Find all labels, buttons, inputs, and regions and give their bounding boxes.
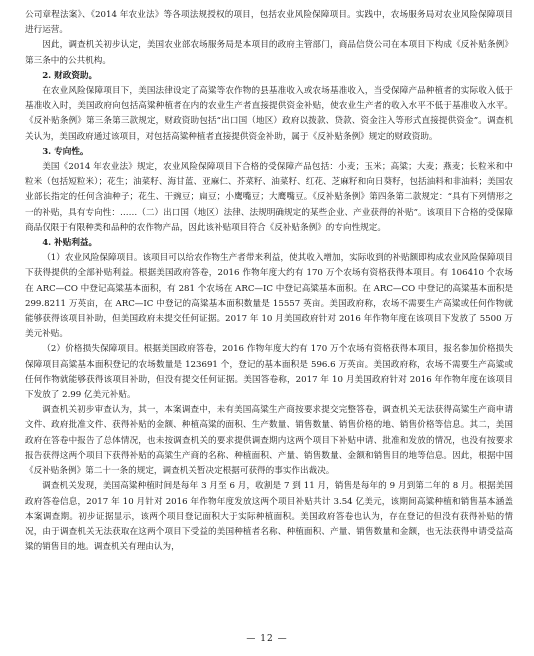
section-heading: 4. 补贴利益。 [42, 238, 98, 249]
paragraph: 调查机关初步审查认为，其一，本案调查中，未有美国高粱生产商按要求提交完整答卷，调查机关无法获得高粱生产商申请文件、政府批准文件、获得补贴的金额、种植高粱的面积、生产数量、销售数量、销售价格的地、销售价格等信息。其二，美国政府在答卷中报告了总体情况，也未按调查机关的要求提供调查期内这两个项目下补贴申请、批准和发放的情况，也没有按要求报告获得这两个项目下获得补贴的高粱生产商的名称、种植面积、产量、销售数量、金额和销售目的地等信息。因此，根据中国《反补贴条例》第二十一条的规定，调查机关暂决定根据可获得的事实作出裁决。 [25, 405, 513, 477]
paragraph: 公司章程法案》、《2014 年农业法》等各项法规授权的项目，包括农业风险保障项目。实践中，农场服务局对农业风险保障项目进行运营。 [25, 10, 513, 36]
paragraph: （1）农业风险保障项目。该项目可以给农作物生产者带来利益，使其收入增加，实际收到的补贴额即构成农业风险保障项目下获得提供的全部补贴利益。根据美国政府答卷，2016 作物年度大约有 170 万个农场有资格获得本项目。有 106410 个农场在 ARC—CO 中登记高粱基本面积，有 281 个农场在 ARC—IC 中登记高粱基本面积。在 ARC—CO 中登记的高粱基本面积是 299.8211 万英亩，在 ARC—IC 中登记的高粱基本面积数量是 15557 英亩。美国政府称，农场不需要生产高粱或任何作物就能够获得该项目补助，但美国政府未提交任何证据。2017 年 10 月美国政府针对 2016 年作物年度在该项目下发放了 5500 万美元补贴。 [25, 253, 513, 340]
paragraph: 调查机关发现，美国高粱种植时间是每年 3 月至 6 月，收割是 7 到 11 月，销售是每年的 9 月到第二年的 8 月。根据美国政府答卷信息，2017 年 10 月针对 2016 年作物年度发放这两个项目补贴共计 3.54 亿美元，该期间高粱种植和销售基本涵盖本案调查期。初步证据显示，该两个项目登记面积大于实际种植面积。美国政府答卷也认为，存在登记的但没有获得补贴的情况，由于调查机关无法获取在这两个项目下受益的美国种植者名称、种植面积、产量、销售数量和金额，也无法获得申请受益高粱的销售目的地。调查机关有理由认为， [25, 481, 513, 553]
paragraph: 美国《2014 年农业法》规定，农业风险保障项目下合格的受保障产品包括：小麦；玉米；高粱；大麦；燕麦；长粒米和中粒米（包括短粒米）；花生；油菜籽、海甘蓝、亚麻仁、芥菜籽、油菜籽、红花、芝麻籽和向日葵籽，包括油料和非油料；美国农业部长指定的任何含油种子；花生、干豌豆；扁豆；小鹰嘴豆；大鹰嘴豆。《反补贴条例》第四条第二款规定：“具有下列情形之一的补贴，具有专向性：……（二）出口国（地区）法律、法规明确规定的某些企业、产业获得的补贴”。该项目下合格的受保障商品仅限于有限种类和品种的农作物产品，因此该补贴项目符合《反补贴条例》的专向性规定。 [25, 162, 513, 233]
paragraph: 因此，调查机关初步认定，美国农业部农场服务局是本项目的政府主管部门，商品信贷公司在本项目下构成《反补贴条例》第三条中的公共机构。 [25, 40, 513, 66]
page-number: — 12 — [246, 634, 288, 644]
paragraph: （2）价格损失保障项目。根据美国政府答卷，2016 作物年度大约有 170 万个农场有资格获得本项目，报名参加价格损失保障项目高粱基本面积登记的农场数量是 123691 个，登记的基本面积是 596.6 万英亩。美国政府称，农场不需要生产高粱或任何作物就能够获得该项目补助，但没有提交任何证据。美国答卷称，2017 年 10 月美国政府针对 2016 年作物年度在该项目下发放了 2.99 亿美元补贴。 [25, 344, 513, 401]
section-heading: 2. 财政资助。 [42, 70, 98, 81]
section-heading: 3. 专向性。 [42, 146, 89, 157]
paragraph: 在农业风险保障项目下，美国法律设定了高粱等农作物的县基准收入或农场基准收入，当受保障产品种植者的实际收入低于基准收入时，美国政府向包括高粱种植者在内的农业生产者直接提供资金补贴，使农业生产者的收入水平不低于基准收入水平。《反补贴条例》第三条第三款规定，财政资助包括“出口国（地区）政府以拨款、贷款、资金注入等形式直接提供资金”。调查机关认为，美国政府通过该项目，对包括高粱种植者直接提供资金补助，属于《反补贴条例》规定的财政资助。 [25, 86, 513, 142]
document-body [25, 8, 513, 555]
